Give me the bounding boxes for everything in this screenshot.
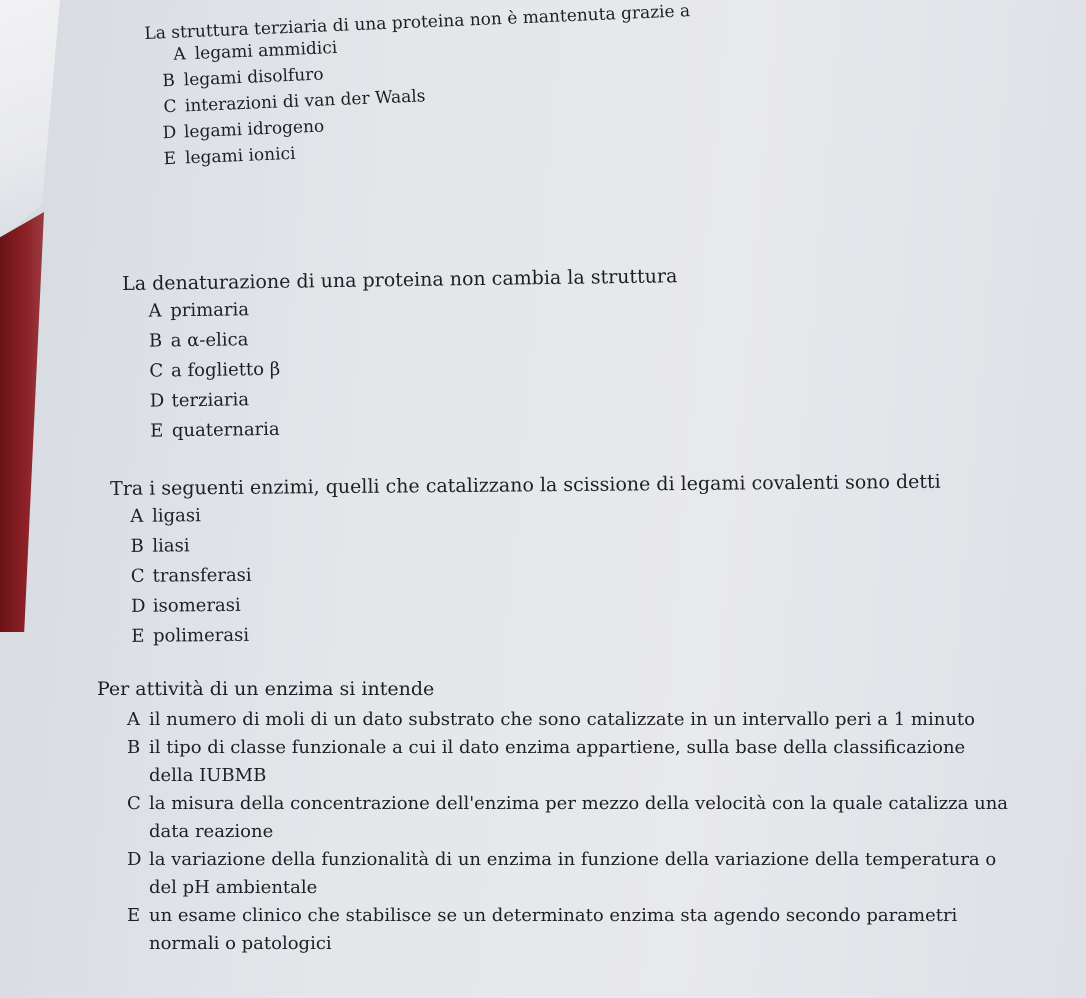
option-text: legami disolfuro [183, 64, 324, 91]
option-text: isomerasi [152, 594, 241, 617]
question-2-stem: La denaturazione di una proteina non cambia la struttura [122, 265, 678, 295]
option-letter: C [163, 96, 177, 118]
option-letter: A [148, 300, 162, 322]
option-text: legami ionici [184, 143, 296, 169]
question-1 [144, 0, 696, 175]
question-4-option-e [127, 902, 1027, 958]
question-3-stem: Tra i seguenti enzimi, quelli che catalizzano la scissione di legami covalenti sono detti [110, 470, 941, 500]
option-text: a α-elica [170, 329, 249, 352]
option-letter: E [127, 905, 141, 926]
option-letter: B [148, 330, 163, 352]
question-3 [110, 471, 942, 656]
option-letter: B [162, 70, 176, 92]
option-text: quaternaria [171, 418, 280, 442]
background-paper-edge [0, 0, 60, 240]
option-letter: C [127, 793, 141, 814]
option-letter: A [172, 44, 187, 65]
option-letter: D [131, 595, 146, 617]
option-text: un esame clinico che stabilisce se un determinato enzima sta agendo secondo parametri [149, 905, 958, 926]
option-letter: B [127, 737, 141, 758]
question-2-option-d [150, 383, 680, 412]
background-red-object [0, 212, 44, 632]
option-letter: A [127, 709, 140, 730]
option-text: il tipo di classe funzionale a cui il dato enzima appartiene, sulla base della classificazione [149, 737, 966, 758]
option-text: il numero di moli di un dato substrato che sono catalizzate in un intervallo peri a 1 minuto [149, 709, 975, 730]
question-3-option-d [131, 589, 942, 618]
question-4 [97, 678, 1027, 958]
option-text-continued: del pH ambientale [149, 877, 318, 898]
question-2-option-a [148, 293, 678, 322]
option-text: ligasi [151, 505, 201, 527]
question-4-option-b [127, 734, 1027, 790]
option-text: terziaria [171, 389, 250, 412]
option-text: a foglietto β [170, 358, 281, 382]
option-letter: B [130, 535, 144, 557]
option-text-continued: data reazione [149, 821, 274, 842]
option-letter: A [130, 505, 144, 527]
option-text: legami ammidici [194, 37, 338, 64]
question-3-option-a [130, 499, 941, 528]
question-1-stem: La struttura terziaria di una proteina non è mantenuta grazie a [144, 1, 691, 44]
option-text: primaria [170, 299, 250, 322]
option-letter: C [149, 360, 164, 382]
option-text: la misura della concentrazione dell'enzima per mezzo della velocità con la quale catalizza una [149, 793, 1009, 814]
option-text: la variazione della funzionalità di un enzima in funzione della variazione della temperatura o [149, 849, 997, 870]
question-3-option-c [131, 559, 942, 588]
question-3-options [130, 499, 942, 648]
option-text: legami idrogeno [183, 116, 325, 143]
question-2-option-c [149, 353, 679, 382]
option-letter: E [131, 625, 145, 647]
option-letter: D [149, 390, 165, 412]
option-text-continued: normali o patologici [149, 933, 332, 954]
question-4-stem: Per attività di un enzima si intende [97, 678, 435, 700]
question-2-options [148, 293, 679, 442]
question-3-option-e [131, 619, 942, 648]
question-3-option-b [131, 529, 942, 558]
option-text: liasi [152, 535, 190, 557]
question-4-option-d [127, 846, 1027, 902]
option-text: polimerasi [153, 624, 250, 647]
question-4-options [127, 706, 1027, 958]
option-text: interazioni di van der Waals [184, 86, 426, 117]
question-2-option-b [149, 323, 679, 352]
option-letter: D [127, 849, 142, 870]
option-text-continued: della IUBMB [149, 765, 267, 786]
option-letter: D [162, 122, 177, 144]
option-text: transferasi [152, 564, 252, 587]
question-4-option-a [127, 706, 1027, 734]
option-letter: C [130, 565, 145, 587]
option-letter: E [150, 420, 164, 442]
question-2 [122, 265, 680, 451]
option-letter: E [163, 148, 177, 170]
question-2-option-e [150, 413, 680, 442]
question-4-option-c [127, 790, 1027, 846]
